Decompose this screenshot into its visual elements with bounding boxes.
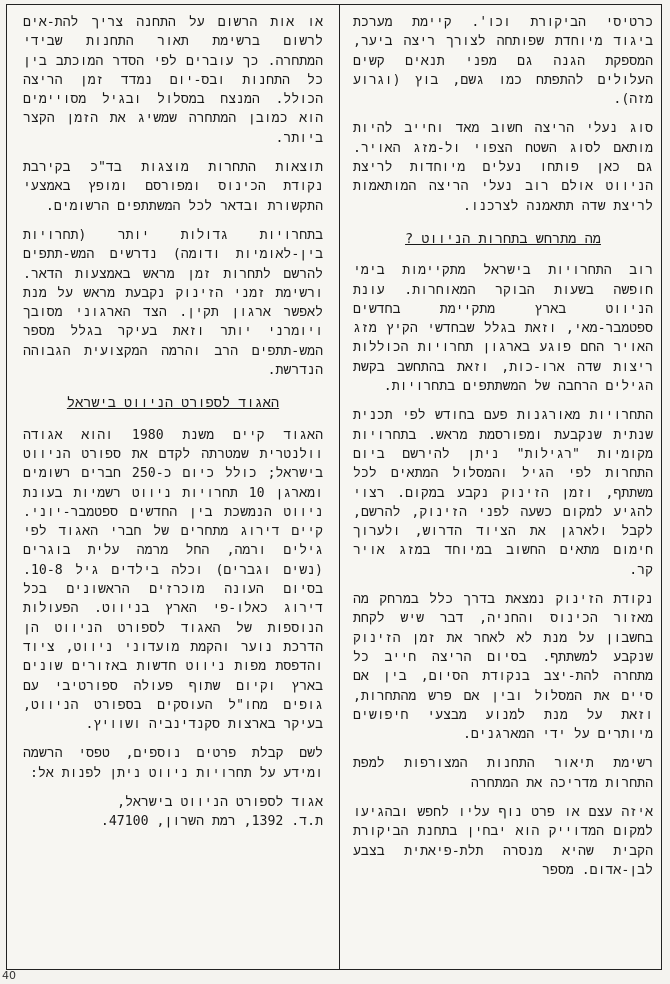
left-column [23, 13, 323, 832]
right-paragraph-4: התחרויות מאורגנות פעם בחודש לפי תכנית שנתית שנקבעת ומפורסמת מראש. בתחרויות מקומיות "רגילות" ניתן להירשם ביום התחרות לפי הגיל והמסלול המתאים לכל משתתף, וזמן הזינוק נקבע במקום. רצוי להגיע למקום כשעה לפני הזינוק, להרשם, לקבל ולארגן את הציוד הדרוש, ולערוך חימום מתאים החשוב במיוחד במזג אויר קר. [353, 408, 653, 578]
page-number: 40 [2, 969, 16, 982]
right-column [353, 13, 653, 890]
right-paragraph-1: כרטיסי הביקורת וכו'. קיימת מערכת ביגוד מיוחדת שפותחה לצורך ריצה ביער, המספקת הגנה גם מפני תנאים קשים העלולים להתפתח כמו גשם, בוץ (וגרוע מזה). [353, 15, 653, 108]
contact-address [23, 793, 323, 832]
left-paragraph-5: לשם קבלת פרטים נוספים, טפסי הרשמה ומידע על תחרויות ניווט ניתן לפנות אל: [23, 746, 323, 781]
left-paragraph-2: תוצאות התחרות מוצגות בד"כ בקירבת נקודת הכינוס ומפורסם ומופץ באמצעי התקשורת ובדאר לכל המשתתפים הרשומים. [23, 160, 323, 214]
left-paragraph-1: או אות הרשום על התחנה צריך להת-אים לרשום ברשימת תאור התחנות שבידי המתחרה. כך עוברים לפי הסדר המוכתב בין כל התחנות ובס-יום נמדד זמן הריצה הכולל. המנצח במסלול ובגיל מסויימים הוא כמובן המתחרה שמשיג את הזמן הקצר ביותר. [23, 15, 323, 146]
address-line-1: אגוד לספורט הניווט בישראל, [117, 794, 323, 810]
page-frame [6, 4, 662, 970]
left-paragraph-3: בתחרויות גדולות יותר (תחרויות בין-לאומיות ודומה) נדרשים המש-תתפים להרשם לתחרות זמן מראש באמצעות הדאר. ורשימת זמני הזינוק נקבעת מראש על מנת לאפשר ארגון תקין. הצד הארגוני מסובך ויומרני יותר וזאת בעיקר בגלל מספר המש-תתפים הרב והרמה המקצועית הגבוהה הנדרשת. [23, 227, 323, 379]
right-paragraph-3: רוב התחרויות בישראל מתקיימות בימי חופשה בשעות הבוקר המאוחרות. עונת הניווט בארץ מתקיימת בחדשים ספטמבר-מאי, וזאת בגלל שבחדשי הקיץ מזג האויר החם פוגע בארגון תחרויות הכוללות ריצות שדה ארו-כות, וזאת בהתחשב בקשת הגילים הרחבה של המשתתפים בתחרויות. [353, 263, 653, 395]
right-paragraph-6: רשימת תיאור התחנות המצורפות למפת התחרות מדריכה את המתחרה [353, 756, 653, 791]
right-paragraph-5: נקודת הזינוק נמצאת בדרך כלל במרחק מה מאזור הכינוס והחניה, דבר שיש לקחת בחשבון על מנת לא לאחר את זמן הזינוק שנקבע למשתתף. בסיום הריצה חייב כל מתחרה להת-יצב בנקודת הסיום, בין אם סיים את המסלול ובין אם פרש מהתחרות, וזאת על מנת למנוע מבצעי חיפושים מיותרים על ידי המארגנים. [353, 592, 653, 743]
address-line-2: ת.ד. 1392, רמת השרון, 47100. [100, 814, 323, 830]
section-heading-competition: מה מתרחש בתחרות הניווט ? [405, 230, 601, 247]
section-heading-association: האגוד לספורט הניווט בישראל [66, 395, 280, 412]
right-paragraph-7: איזה עצם או פרט נוף עליו לחפש ובהגיעו למקום המדוייק הוא יבחין בתחנת הביקורת הקבית שהיא מנסרה תלת-פיאתית בצבע לבן-אדום. מספר [353, 804, 653, 878]
left-paragraph-4: האגוד קיים משנת 1980 והוא אגודה וולנטרית שמטרתה לקדם את ספורט הניווט בישראל; כולל כיום כ-250 חברים רשומים ומארגן 10 תחרויות ניווט רשמיות בעונת ניווט הנמשכת בין החדשים ספטמבר-יוני. קיים דירוג מתחרים של חברי האגוד לפי גילים ורמה, החל מרמה עלית בוגרים (נשים וגברים) וכלה בילדים גיל 10-8. בסיום העונה מוכרזים הראשונים בכל דירוג כאלו-פי הארץ בניווט. הפעולות הנוספות של האגוד לספורט הניווט הן הדרכת נוער והקמת מועדוני ניווט, ציוד והדפסת מפות ניווט חדשות באזורים שונים בארץ וקיום שתוף פעולה ספורטיבי עם גופים מחו"ל העוסקים בספורט הניווט, בעיקר בארצות סקנדינביה ושוויץ. [23, 427, 324, 733]
column-divider [339, 5, 340, 969]
right-paragraph-2: סוג נעלי הריצה חשוב מאד וחייב להיות מותאם לסוג השטח הצפוי ול-מזג האויר. גם כאן פותחו נעלים מיוחדות לריצת הניווט אולם רוב נעלי הריצה המותאמות לריצת שדה תתאמנה לצרכנו. [353, 121, 653, 214]
